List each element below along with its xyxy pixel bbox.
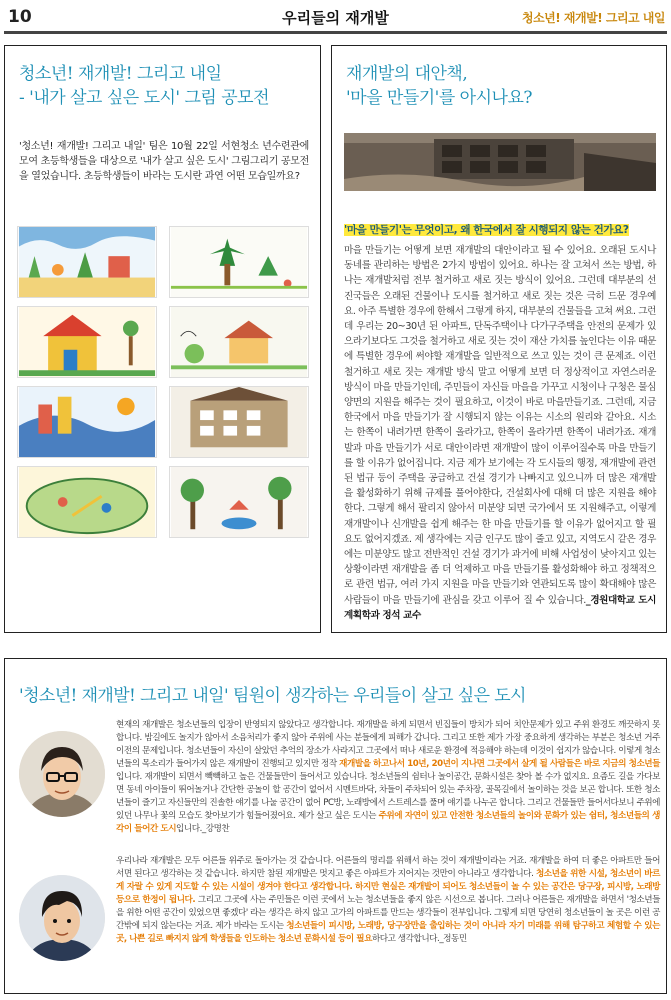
p2-emphasis-1: 청소년을 위한 시설, 청소년이 바르게 자랄 수 있게 지도할 수 있는 시설이 생겨야 한다고 생각합니다. 하지만 현실은 재개발이 되어도 청소년들이 놀 수 있는 공간은 당구장, 피시방, 노래방 등으로 한정이 됩니다.	[116, 869, 660, 905]
contest-title-line2: - '내가 살고 싶은 도시' 그림 공모전	[19, 88, 269, 108]
p1-emphasis-2: 주위에 자연이 있고 안전한 청소년들의 놀이와 문화가 있는 쉼터, 청소년들의 생각이 들어간 도시	[116, 811, 660, 834]
p1-text-a: 현재의 재개발은 청소년들의 입장이 반영되지 않았다고 생각합니다. 재개발을 하게 되면서 빈집들이 방치가 되어 치안문제가 있고 주위 환경도 깨끗하지 못합니다. 밤길에도 놀지가 않아서 소음처리가 좋지 않아 주위에 사는 분들에게 피해가 갑니다. 그리고 또한 제가 가장 중요하게 생각하는 부분은 청소년 거주이전의 문제입니다. 청소년들이 자신이 살았던 추억의 장소가 사라지고 그곳에서 떠나 새로운 환경에 적응해야 하는데 이것이 쉽지가 않습니다. 이렇게 청소년들의 목소리가 들어가지 않은 재개발이 진행되고 있지만 정작	[116, 720, 660, 769]
village-body-text: 마을 만들기는 어떻게 보면 재개발의 대안이라고 될 수 있어요. 오래된 도시나 동네를 관리하는 방법은 2가지 방법이 있어요. 하나는 잘 고쳐서 쓰는 방법, 하나는 재개발처럼 전부 철거하고 새로 짓는 방식이 있어요. 그런데 대부분의 선진국들은 오래된 건물이나 도시를 철거하고 새로 짓는 것은 극히 드문 경우예요. 아주 특별한 경우에 한해서 그렇게 하지, 대부분의 건물들을 고쳐 써요. 그런데 우리는 20~30년 된 아파트, 단독주택이나 다가구주택을 안전의 문제가 있으라기보다도 그것을 철거하고 새로 짓는 것이 재산 가치를 높인다는 이유 때문에 특별한 경우에 써야할 재개발을 일반적으로 쓰고 있는 것이 큰 문제죠. 이런 철거하고 새로 짓는 재개발 방식 말고 어떻게 보면 더 정상적이고 자연스러운 방식이 마을 만들기인데, 주민들이 자신들 마을을 가꾸고 시청이나 구청은 물심양면의 지원을 해주는 것이 필요하고, 이것이 바로 마을만들기죠. 그런데, 지금 한국에서 마을 만들기가 잘 시행되지 않는 이유는 시소의 원리와 같아요. 시소는 한쪽이 내려가면 한쪽이 올라가고, 한쪽이 올라가면 한쪽이 내려가죠. 재개발과 마을 만들기가 서로 대안이라면 재개발이 많이 이루어질수록 마을 만들기를 할 이유가 없어집니다. 지금 제가 보기에는 각 도시들의 행정, 재개발에 관련된 법규 등이 주택을 공급하고 건설 경기가 나빠지고 있으니까 더 많은 재개발을 활성화하기 위해 규제를 풀어야한다, 건설회사에 대해 더 많은 지원을 해야 한다. 그렇게 해서 팔리지 않아서 미분양 되면 국가에서 또 지원해주고, 이렇게 재개발이나 신개발을 쉽게 해주는 한 마을 만들기를 할 이유가 없어지고 할 필요도 없어지겠죠. 제 생각에는 지금 인구도 많이 줄고 있고, 지역도시 같은 경우에는 미분양도 많고 전반적인 건설 경기가 과거에 비해 사업성이 낮아지고 있는 상황이라면 재개발을 좀 더 억제하고 마을 만들기를 활성화해야 하고 정책적으로 관련 법규, 여러 가지 지원을 마을 만들기와 연관되도록 많이 확대해야 많은 사람들이 마을 만들기에 관심을 갖고 이루어 질 수 있습니다.	[344, 245, 656, 606]
drawing-5	[17, 386, 157, 458]
p2-emphasis-2: 청소년들이 피시방, 노래방, 당구장만을 출입하는 것이 아니라 자기 미래를 위해 탐구하고 체험할 수 있는 곳, 나쁜 길로 빠지지 않게 학생들을 인도하는 청소년 문화시설 등이 필요	[116, 921, 660, 944]
drawing-7	[17, 466, 157, 538]
village-making-panel	[331, 45, 667, 633]
drawing-7-image	[18, 467, 156, 537]
contest-title-line1: 청소년! 재개발! 그리고 내일	[19, 64, 222, 84]
p2-text-e: 하다고 생각합니다._정동민	[371, 934, 467, 944]
village-title-line2: '마을 만들기'를 아시나요?	[346, 88, 532, 108]
drawing-2-image	[170, 227, 308, 297]
drawing-3	[17, 306, 157, 378]
opinion-paragraph-2	[116, 855, 660, 946]
drawing-1-image	[18, 227, 156, 297]
team-opinion-panel	[4, 658, 667, 994]
drawing-4-image	[170, 307, 308, 377]
student-portrait-1	[19, 731, 105, 817]
brand-logo: 청소년! 재개발! 그리고 내일	[522, 11, 665, 25]
drawing-2	[169, 226, 309, 298]
question-line	[344, 222, 656, 237]
p1-text-e: 입니다._강명찬	[176, 824, 230, 834]
opinion-paragraph-1	[116, 719, 660, 836]
page-number: 10	[8, 7, 32, 27]
contest-title	[19, 62, 311, 110]
drawing-8	[169, 466, 309, 538]
p1-emphasis-1: 재개발을 하고나서 10년, 20년이 지나면 그곳에서 살게 될 사람들은 바로 지금의 청소년들	[339, 759, 660, 769]
demolished-building-photo	[344, 133, 656, 191]
page-header	[0, 0, 671, 34]
village-title	[346, 62, 646, 110]
drawing-6-image	[170, 387, 308, 457]
author-signature: _경원대학교 도시계획학과 정석 교수	[344, 594, 656, 621]
drawing-6	[169, 386, 309, 458]
drawing-4	[169, 306, 309, 378]
student-portrait-2	[19, 875, 105, 961]
drawing-3-image	[18, 307, 156, 377]
avatar	[19, 875, 105, 961]
team-opinion-title: '청소년! 재개발! 그리고 내일' 팀원이 생각하는 우리들이 살고 싶은 도시	[19, 686, 526, 706]
drawing-8-image	[170, 467, 308, 537]
section-title: 우리들의 재개발	[282, 9, 389, 27]
drawing-contest-panel	[4, 45, 321, 633]
demolished-building-image	[344, 133, 656, 191]
avatar	[19, 731, 105, 817]
header-rule	[4, 31, 667, 34]
p1-text-c: 입니다. 재개발이 되면서 빽빽하고 높은 건물들만이 들어서고 있습니다. 청소년들의 쉼터나 놀이공간, 문화시설은 찾아 볼 수가 없지요. 요즘도 길을 가다보면 동네 아이들이 뛰어놀거나 간단한 공놀이 할 공간이 없어서 시멘트바닥, 차들이 주차되어 있는 주차장, 골목길에서 놀이하는 것을 보곤 합니다. 또한 청소년들이 즐기고 자신들만의 진솔한 얘기를 나눌 공간이 없어 PC방, 노래방에서 스트레스를 풀며 얘기를 나누곤 합니다. 그리고 건물들만 들어서다보니 주위에 있던 나무나 꽃의 모습도 찾아보기가 힘들어졌어요. 제가 살고 싶은 도시는	[116, 772, 660, 821]
p2-text-a: 우리나라 재개발은 모두 어른들 위주로 돌아가는 것 같습니다. 어른들의 명리를 위해서 하는 것이 재개발이라는 거죠. 재개발을 하여 더 좋은 아파트만 들어서면 된다고 생각하는 것 같습니다. 하지만 참된 재개발은 멋지고 좋은 아파트가 지어지는 것만이 아니라고 생각합니다.	[116, 856, 660, 879]
question-highlight: '마을 만들기'는 무엇이고, 왜 한국에서 잘 시행되지 않는 건가요?	[344, 224, 629, 236]
contest-intro: '청소년! 재개발! 그리고 내일' 팀은 10월 22일 서현청소 년수련관에 모여 초등학생들을 대상으로 '내가 살고 싶은 도시' 그림그리기 공모전을 열었습니다. 초등학생들이 바라는 도시란 과연 어떤 모습일까요?	[19, 141, 310, 182]
drawing-1	[17, 226, 157, 298]
village-title-line1: 재개발의 대안책,	[346, 64, 468, 84]
p2-text-c: 그리고 그곳에 사는 주민들은 이런 곳에서 노는 청소년들을 좋지 않은 시선으로 봅니다. 그러나 어른들은 재개발을 하면서 '청소년들을 위한 어떤 공간이 있었으면 좋겠다' 라는 생각은 하지 않고 고가의 아파트를 만드는 생각들이 전부입니다. 그렇게 되면 당연히 청소년들이 놀 곳은 이런 공간밖에 되지 않는다는 거죠. 제가 바라는 도시는	[116, 895, 660, 931]
village-body	[344, 243, 656, 623]
drawing-5-image	[18, 387, 156, 457]
